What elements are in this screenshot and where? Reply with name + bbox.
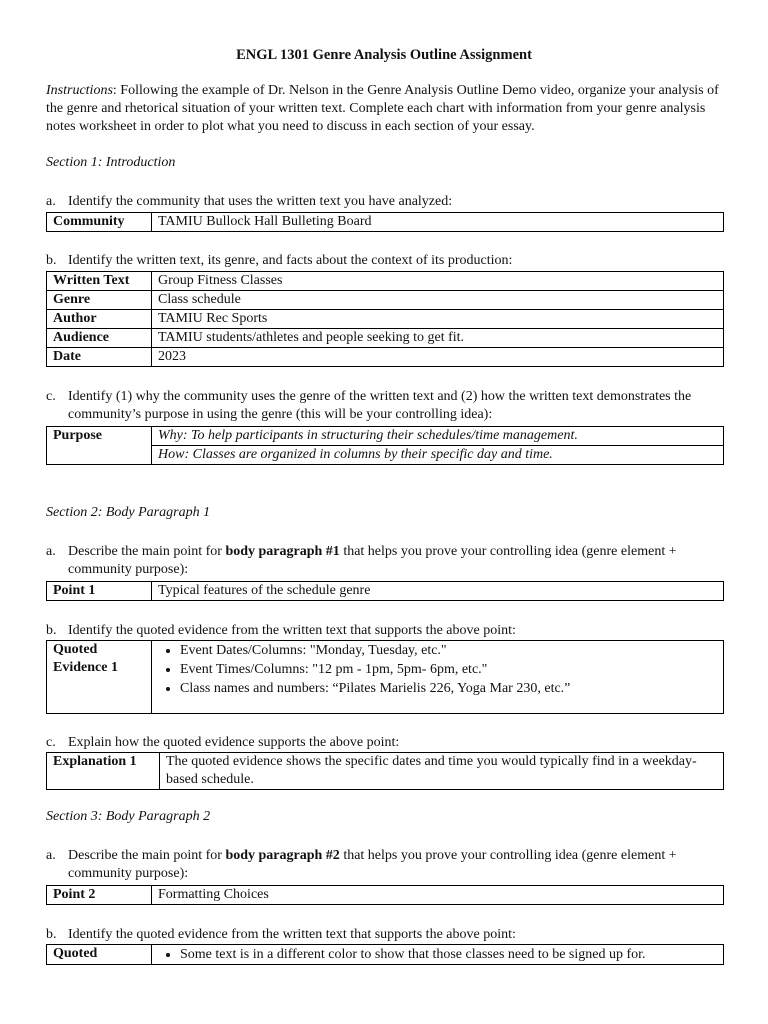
- evidence-1-list: [158, 641, 717, 698]
- fact-label: Genre: [47, 291, 152, 310]
- s3-qa-bold: body paragraph #2: [225, 848, 340, 863]
- community-label: Community: [47, 213, 152, 232]
- point-1-label: Point 1: [47, 582, 152, 601]
- evidence-2-label: Quoted: [47, 945, 152, 965]
- s2-qa-pre: Describe the main point for: [68, 544, 226, 559]
- s2-question-b: [46, 622, 736, 640]
- s3-qa-pre: Describe the main point for: [68, 848, 226, 863]
- explanation-1-table: [46, 752, 724, 790]
- list-item: • Some text is in a different color to show that those classes need to be signed up for.: [180, 945, 717, 964]
- s1-question-a: [46, 193, 736, 211]
- fact-value: Group Fitness Classes: [152, 272, 724, 291]
- list-item: • Class names and numbers: “Pilates Marielis 226, Yoga Mar 230, etc.”: [180, 679, 717, 698]
- s3-qa-post: that helps you prove your controlling idea (genre element + community purpose):: [68, 848, 677, 881]
- table-row: [47, 582, 724, 601]
- document-title: ENGL 1301 Genre Analysis Outline Assignment: [236, 47, 532, 63]
- section-2-heading: Section 2: Body Paragraph 1: [46, 505, 211, 520]
- evidence-2-list: [158, 945, 717, 964]
- s3-qa-text: [68, 847, 736, 883]
- facts-table: [46, 271, 724, 367]
- s3-qb-text: Identify the quoted evidence from the written text that supports the above point:: [68, 927, 516, 942]
- s2-qa-text: [68, 543, 736, 579]
- table-row: [47, 213, 724, 232]
- s2-qb-text: Identify the quoted evidence from the written text that supports the above point:: [68, 623, 516, 638]
- evidence-2-table: [46, 944, 724, 965]
- fact-label: Author: [47, 310, 152, 329]
- section-3-heading: Section 3: Body Paragraph 2: [46, 809, 211, 824]
- s2-qa-bold: body paragraph #1: [225, 544, 340, 559]
- section-1-heading: Section 1: Introduction: [46, 155, 176, 170]
- fact-label: Date: [47, 348, 152, 367]
- s1-qc-letter: c.: [46, 389, 56, 404]
- purpose-table: [46, 426, 724, 465]
- fact-value: TAMIU students/athletes and people seeking to get fit.: [152, 329, 724, 348]
- list-item: • Event Times/Columns: "12 pm - 1pm, 5pm- 6pm, etc.": [180, 660, 717, 679]
- fact-value: Class schedule: [152, 291, 724, 310]
- point-2-value: Formatting Choices: [152, 886, 724, 905]
- community-value: TAMIU Bullock Hall Bulleting Board: [152, 213, 724, 232]
- table-row: [47, 272, 724, 291]
- fact-label: Audience: [47, 329, 152, 348]
- fact-value: TAMIU Rec Sports: [152, 310, 724, 329]
- table-row: [47, 291, 724, 310]
- table-row: [47, 348, 724, 367]
- point-1-table: [46, 581, 724, 601]
- s2-question-c: [46, 734, 736, 752]
- s3-question-a: [46, 847, 736, 883]
- purpose-how: How: Classes are organized in columns by their specific day and time.: [152, 446, 724, 465]
- list-item: • Event Dates/Columns: "Monday, Tuesday, etc.": [180, 641, 717, 660]
- s1-question-b: [46, 252, 736, 270]
- s1-qc-text: Identify (1) why the community uses the genre of the written text and (2) how the written text demonstrates the community’s purpose in using the genre (this will be your controlling idea):: [68, 389, 692, 422]
- s3-question-b: [46, 926, 736, 944]
- purpose-label: Purpose: [47, 427, 152, 465]
- explanation-1-label: Explanation 1: [47, 753, 160, 790]
- table-row: [47, 753, 724, 790]
- table-row: [47, 310, 724, 329]
- instructions-paragraph: [46, 82, 726, 136]
- s1-qb-text: Identify the written text, its genre, and facts about the context of its production:: [68, 253, 513, 268]
- table-row: [47, 427, 724, 446]
- instructions-text: : Following the example of Dr. Nelson in the Genre Analysis Outline Demo video, organize your analysis of the genre and rhetorical situation of your written text. Complete each chart with information from your genre analysis notes worksheet in order to plot what you need to discuss in each section of your essay.: [46, 83, 719, 134]
- s2-question-a: [46, 543, 736, 579]
- evidence-1-value: [152, 641, 724, 714]
- s2-qa-post: that helps you prove your controlling idea (genre element + community purpose):: [68, 544, 677, 577]
- evidence-1-label-line2: Evidence 1: [53, 660, 118, 675]
- table-row: [47, 641, 724, 714]
- purpose-why: Why: To help participants in structuring their schedules/time management.: [152, 427, 724, 446]
- table-row: [47, 886, 724, 905]
- table-row: [47, 945, 724, 965]
- point-2-table: [46, 885, 724, 905]
- s1-qa-letter: a.: [46, 194, 56, 209]
- table-row: [47, 329, 724, 348]
- s1-qa-text: Identify the community that uses the written text you have analyzed:: [68, 194, 453, 209]
- fact-label: Written Text: [47, 272, 152, 291]
- evidence-1-label-line1: Quoted: [53, 642, 98, 657]
- s3-qa-letter: a.: [46, 848, 56, 863]
- s3-qb-letter: b.: [46, 927, 57, 942]
- s2-qa-letter: a.: [46, 544, 56, 559]
- instructions-label: Instructions: [46, 83, 113, 98]
- s2-qb-letter: b.: [46, 623, 57, 638]
- community-table: [46, 212, 724, 232]
- s2-qc-text: Explain how the quoted evidence supports the above point:: [68, 735, 400, 750]
- fact-value: 2023: [152, 348, 724, 367]
- s2-qc-letter: c.: [46, 735, 56, 750]
- evidence-1-label: [47, 641, 152, 714]
- evidence-1-table: [46, 640, 724, 714]
- point-1-value: Typical features of the schedule genre: [152, 582, 724, 601]
- s1-qb-letter: b.: [46, 253, 57, 268]
- s1-question-c: [46, 388, 736, 424]
- evidence-2-value: [152, 945, 724, 965]
- explanation-1-value: The quoted evidence shows the specific dates and time you would typically find in a weekday-based schedule.: [160, 753, 724, 790]
- point-2-label: Point 2: [47, 886, 152, 905]
